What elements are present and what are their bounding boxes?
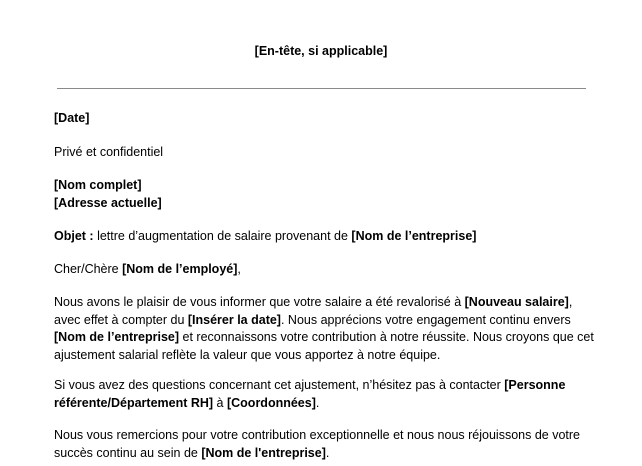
body2-l2-end: . [315, 395, 320, 410]
subject-company: [Nom de l’entreprise] [351, 229, 477, 243]
body1-l4: ajustement salarial reflète la valeur que vous apportez à notre équipe. [54, 347, 441, 362]
body1-company: [Nom de l’entreprise] [54, 330, 180, 344]
subject-line [54, 228, 594, 246]
date-line [54, 110, 594, 128]
date-placeholder: [Date] [54, 111, 90, 125]
body1-l2-end: . Nous apprécions votre engagement continu envers [280, 312, 571, 327]
body2-l2-mid: à [213, 395, 227, 410]
letter-header: [En-tête, si applicable] [254, 44, 388, 58]
confidential-line: Privé et confidentiel [54, 145, 164, 159]
body-paragraph-1 [54, 294, 594, 364]
body2-l1-text: Si vous avez des questions concernant cet ajustement, n’hésitez pas à contacter [54, 378, 505, 392]
body1-l3-end: et reconnaissons votre contribution à notre réussite. Nous croyons que cet [179, 330, 594, 344]
recipient-block [54, 177, 594, 212]
salutation-text: Cher/Chère [54, 262, 123, 276]
contact-person-2: référente/Département RH] [54, 395, 214, 410]
body3-company: [Nom de l'entreprise] [201, 445, 326, 460]
recipient-address: [Adresse actuelle] [54, 195, 162, 210]
salutation-line [54, 261, 594, 279]
subject-text: lettre d’augmentation de salaire provenant de [93, 229, 352, 243]
body1-l2-text: avec effet à compter du [54, 312, 188, 327]
body3-l2-text: succès continu au sein de [54, 445, 202, 460]
body1-l1-end: , [568, 295, 573, 309]
body3-l2-end: . [325, 445, 330, 460]
body3-l1: Nous vous remercions pour votre contribution exceptionnelle et nous nous réjouissons de votre [54, 428, 580, 442]
subject-label: Objet : [54, 229, 94, 243]
contact-person-1: [Personne [504, 378, 566, 392]
new-salary: [Nouveau salaire] [464, 295, 569, 309]
contact-coordinates: [Coordonnées] [226, 395, 316, 410]
recipient-name: [Nom complet] [54, 178, 142, 192]
body-paragraph-3 [54, 427, 594, 462]
body-paragraph-2 [54, 377, 594, 412]
salutation-employee: [Nom de l’employé] [122, 262, 238, 276]
salutation-end: , [237, 262, 241, 276]
effective-date: [Insérer la date] [187, 312, 281, 327]
header-divider [57, 88, 586, 89]
body1-l1-text: Nous avons le plaisir de vous informer que votre salaire a été revalorisé à [54, 295, 465, 309]
